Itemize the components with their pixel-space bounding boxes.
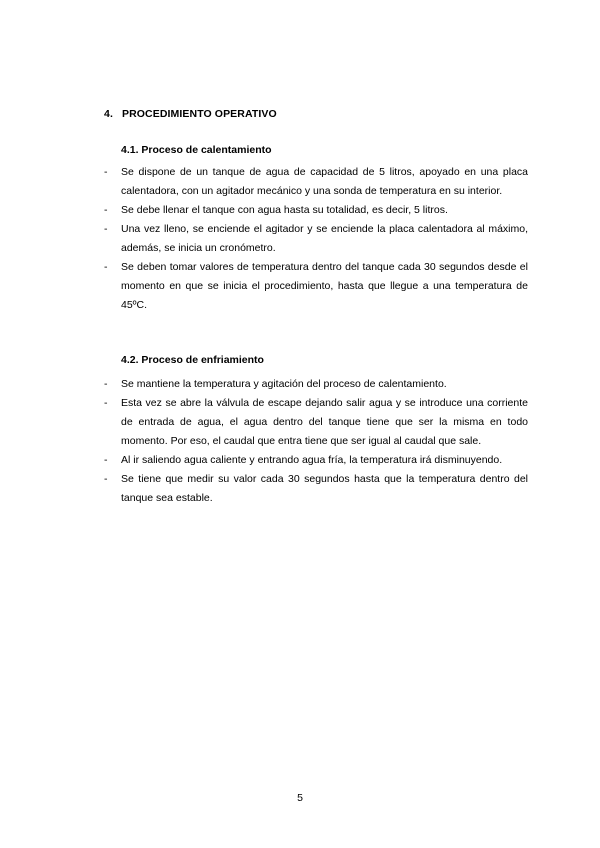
bullet-dash: -	[104, 223, 108, 235]
list-item	[104, 163, 528, 201]
list-item-text: Se deben tomar valores de temperatura dentro del tanque cada 30 segundos desde el momento en que se inicia el procedimiento, hasta que llegue a una temperatura de 45ºC.	[121, 261, 528, 311]
bullet-dash: -	[104, 166, 108, 178]
bullet-dash: -	[104, 397, 108, 409]
list-item	[104, 258, 528, 315]
list-item-text: Se tiene que medir su valor cada 30 segundos hasta que la temperatura dentro del tanque sea estable.	[121, 473, 528, 504]
list-item-text: Esta vez se abre la válvula de escape dejando salir agua y se introduce una corriente de entrada de agua, el agua dentro del tanque tiene que ser la misma en todo momento. Por eso, el caudal que entra tiene que ser igual al caudal que sale.	[121, 397, 528, 447]
bullet-dash: -	[104, 204, 108, 216]
bullet-dash: -	[104, 454, 108, 466]
bullet-dash: -	[104, 378, 108, 390]
list-calentamiento	[104, 163, 528, 315]
subsection-title-calentamiento: 4.1. Proceso de calentamiento	[121, 144, 272, 156]
list-item	[104, 201, 528, 220]
list-item-text: Se debe llenar el tanque con agua hasta su totalidad, es decir, 5 litros.	[121, 204, 448, 216]
page-number: 5	[297, 792, 303, 804]
section-number: 4.	[104, 108, 113, 120]
bullet-dash: -	[104, 261, 108, 273]
subsection-title-enfriamiento: 4.2. Proceso de enfriamiento	[121, 354, 264, 366]
list-item-text: Al ir saliendo agua caliente y entrando agua fría, la temperatura irá disminuyendo.	[121, 454, 503, 466]
list-item-text: Se mantiene la temperatura y agitación del proceso de calentamiento.	[121, 378, 447, 390]
list-item	[104, 375, 528, 394]
list-enfriamiento	[104, 375, 528, 508]
list-item	[104, 220, 528, 258]
bullet-dash: -	[104, 473, 108, 485]
list-item	[104, 470, 528, 508]
section-title: PROCEDIMIENTO OPERATIVO	[122, 108, 277, 120]
list-item	[104, 451, 528, 470]
list-item-text: Se dispone de un tanque de agua de capacidad de 5 litros, apoyado en una placa calentadora, con un agitador mecánico y una sonda de temperatura en su interior.	[121, 166, 528, 197]
list-item	[104, 394, 528, 451]
list-item-text: Una vez lleno, se enciende el agitador y se enciende la placa calentadora al máximo, además, se inicia un cronómetro.	[121, 223, 528, 254]
section-heading	[104, 108, 277, 120]
